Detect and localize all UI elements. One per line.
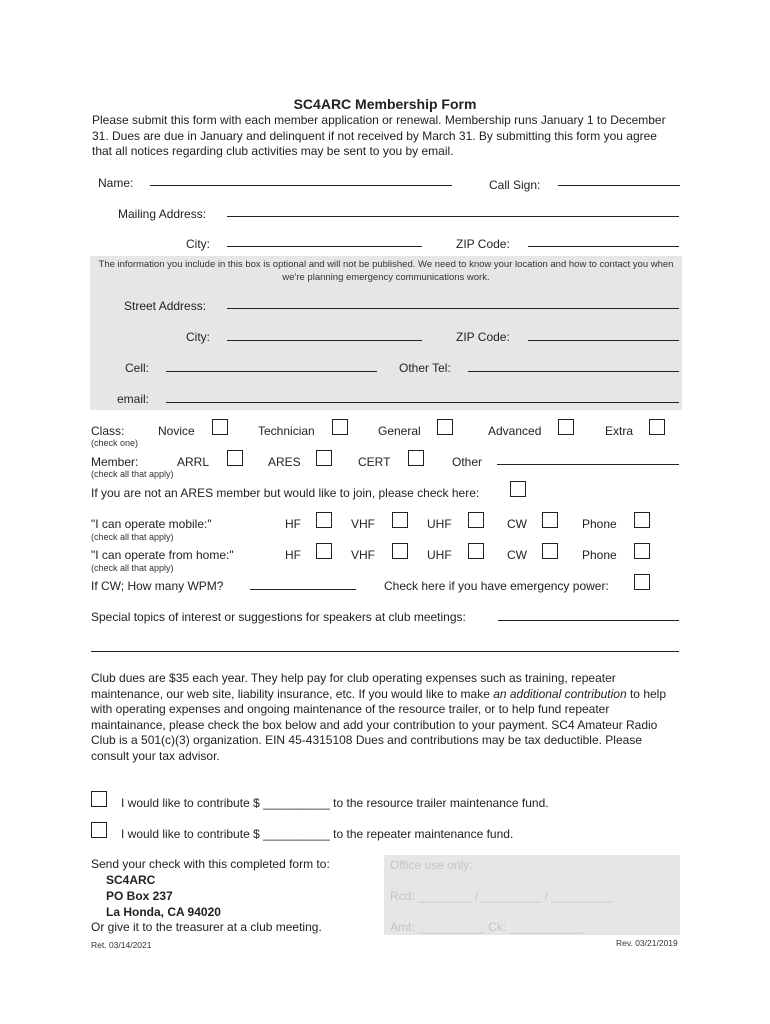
home-label: "I can operate from home:" [91, 548, 234, 562]
mobile-vhf-label: VHF [351, 517, 375, 531]
ares-join-checkbox[interactable] [510, 481, 526, 497]
footer-rev-date: Rev. 03/21/2019 [616, 938, 678, 948]
mobile-hf-checkbox[interactable] [316, 512, 332, 528]
mobile-uhf-label: UHF [427, 517, 452, 531]
other-tel-label: Other Tel: [399, 361, 451, 375]
class-novice-checkbox[interactable] [212, 419, 228, 435]
member-hint: (check all that apply) [91, 469, 174, 479]
mobile-label: "I can operate mobile:" [91, 517, 212, 531]
class-extra-label: Extra [605, 424, 634, 438]
home-uhf-label: UHF [427, 548, 452, 562]
cw-wpm-field[interactable] [250, 589, 356, 590]
optional-info-note: The information you include in this box is optional and will not be published. We need to know your location and how to contact you when we're planning emergency communications work. [98, 259, 674, 283]
mobile-uhf-checkbox[interactable] [468, 512, 484, 528]
member-cert-checkbox[interactable] [408, 450, 424, 466]
mailing-address-label: Mailing Address: [118, 207, 207, 221]
email-label: email: [117, 392, 150, 406]
name-field[interactable] [150, 185, 452, 186]
other-tel-field[interactable] [468, 371, 679, 372]
mobile-hint: (check all that apply) [91, 532, 174, 542]
home-phone-checkbox[interactable] [634, 543, 650, 559]
class-general-label: General [378, 424, 421, 438]
page-title: SC4ARC Membership Form [293, 96, 477, 112]
class-technician-label: Technician [258, 424, 315, 438]
address-line-2: PO Box 237 [106, 889, 173, 903]
mobile-cw-label: CW [507, 517, 527, 531]
member-arrl-checkbox[interactable] [227, 450, 243, 466]
home-hf-checkbox[interactable] [316, 543, 332, 559]
home-uhf-checkbox[interactable] [468, 543, 484, 559]
mailing-address-field[interactable] [227, 216, 679, 217]
member-ares-checkbox[interactable] [316, 450, 332, 466]
home-cw-label: CW [507, 548, 527, 562]
footer-ret-date: Ret. 03/14/2021 [91, 940, 152, 950]
office-amt: Amt: __________ Ck: ___________ [390, 920, 583, 934]
address-line-1: SC4ARC [106, 873, 156, 887]
member-cert-label: CERT [358, 455, 391, 469]
mobile-hf-label: HF [285, 517, 301, 531]
street-address-label: Street Address: [124, 299, 207, 313]
treasurer-text: Or give it to the treasurer at a club meeting. [91, 920, 322, 934]
send-check-text: Send your check with this completed form to: [91, 857, 330, 871]
ares-join-text: If you are not an ARES member but would like to join, please check here: [91, 486, 480, 500]
contrib-repeater-checkbox[interactable] [91, 822, 107, 838]
contrib-trailer-text: I would like to contribute $ __________ to the resource trailer maintenance fund. [121, 796, 549, 810]
opt-zip-label: ZIP Code: [456, 330, 510, 344]
special-topics-field[interactable] [498, 620, 679, 621]
opt-zip-field[interactable] [528, 340, 679, 341]
dues-text-1: Club dues are $35 each year. They help pay for club operating expenses such as training, repeater maintenance, our web site, liability insurance, etc. If you would like to make [91, 671, 616, 701]
name-label: Name: [98, 176, 134, 190]
class-advanced-checkbox[interactable] [558, 419, 574, 435]
address-line-3: La Honda, CA 94020 [106, 905, 221, 919]
office-rcd: Rcd: ________ / _________ / _________ [390, 889, 612, 903]
intro-text: Please submit this form with each member application or renewal. Membership runs January 1 to December 31. Dues are due in January and delinquent if not received by March 31. By submitting this form you agree that all notices regarding club activities may be sent to you by email. [92, 113, 666, 158]
mobile-phone-label: Phone [582, 517, 617, 531]
contrib-repeater-text: I would like to contribute $ __________ to the repeater maintenance fund. [121, 827, 514, 841]
cell-field[interactable] [166, 371, 377, 372]
city-field[interactable] [227, 246, 422, 247]
home-hf-label: HF [285, 548, 301, 562]
class-hint: (check one) [91, 438, 139, 448]
mobile-vhf-checkbox[interactable] [392, 512, 408, 528]
dues-text-italic: an additional contribution [493, 686, 627, 701]
city-label: City: [186, 237, 210, 251]
class-extra-checkbox[interactable] [649, 419, 665, 435]
member-arrl-label: ARRL [177, 455, 210, 469]
call-sign-label: Call Sign: [489, 178, 541, 192]
class-technician-checkbox[interactable] [332, 419, 348, 435]
zip-field[interactable] [528, 246, 679, 247]
member-other-field[interactable] [497, 464, 679, 465]
special-topics-label: Special topics of interest or suggestions for speakers at club meetings: [91, 610, 466, 624]
office-use-title: Office use only: [390, 858, 473, 872]
cw-wpm-label: If CW; How many WPM? [91, 579, 224, 593]
emergency-power-checkbox[interactable] [634, 574, 650, 590]
class-label: Class: [91, 424, 125, 438]
call-sign-field[interactable] [558, 185, 680, 186]
opt-city-field[interactable] [227, 340, 422, 341]
opt-city-label: City: [186, 330, 210, 344]
member-label: Member: [91, 455, 139, 469]
contrib-trailer-checkbox[interactable] [91, 791, 107, 807]
mobile-phone-checkbox[interactable] [634, 512, 650, 528]
emergency-power-label: Check here if you have emergency power: [384, 579, 609, 593]
street-address-field[interactable] [227, 308, 679, 309]
home-cw-checkbox[interactable] [542, 543, 558, 559]
mobile-cw-checkbox[interactable] [542, 512, 558, 528]
home-vhf-checkbox[interactable] [392, 543, 408, 559]
email-field[interactable] [166, 402, 679, 403]
cell-label: Cell: [125, 361, 150, 375]
class-novice-label: Novice [158, 424, 195, 438]
class-general-checkbox[interactable] [437, 419, 453, 435]
dues-paragraph [91, 671, 681, 764]
home-vhf-label: VHF [351, 548, 375, 562]
special-topics-field-2[interactable] [91, 651, 679, 652]
home-phone-label: Phone [582, 548, 617, 562]
zip-label: ZIP Code: [456, 237, 510, 251]
member-ares-label: ARES [268, 455, 301, 469]
class-advanced-label: Advanced [488, 424, 542, 438]
home-hint: (check all that apply) [91, 563, 174, 573]
dues-text-2: to help with operating expenses and ongoing maintenance of the resource trailer, or to help fund repeater maintainance, please check the box below and add your contribution to your payment. SC4 Amateur Radio Club is a 501(c)(3) organization. EIN 45-4315108 Dues and contributions may be tax deductible. Please consult your tax advisor. [91, 686, 667, 763]
member-other-label: Other [452, 455, 483, 469]
